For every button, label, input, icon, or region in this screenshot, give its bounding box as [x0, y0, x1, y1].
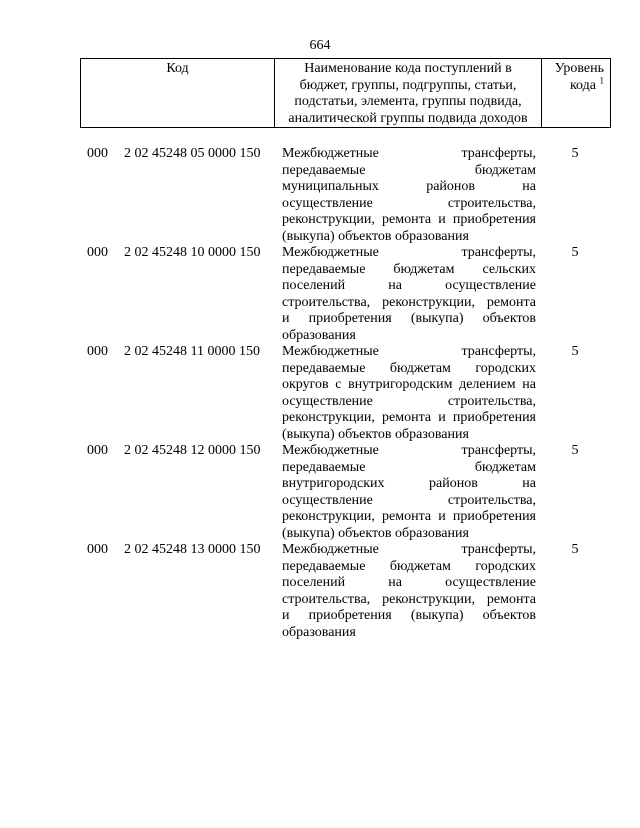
header-name-line: Наименование кода поступлений в [304, 61, 512, 76]
name-line: Межбюджетные трансферты, [282, 542, 536, 557]
table-row [0, 245, 640, 344]
revenue-code: 2 02 45248 05 0000 150 [124, 146, 261, 161]
table-row [0, 146, 640, 245]
code-level: 5 [571, 443, 579, 458]
revenue-name [282, 245, 536, 344]
name-line: и приобретения (выкупа) объектов [282, 311, 536, 326]
name-line: осуществление строительства, [282, 393, 536, 409]
revenue-code: 2 02 45248 10 0000 150 [124, 245, 261, 260]
header-name [275, 59, 542, 127]
name-line: строительства, реконструкции, ремонта [282, 294, 536, 310]
admin-code: 000 [87, 443, 108, 458]
admin-code: 000 [87, 245, 108, 260]
header-level [542, 59, 610, 127]
name-line: передаваемые бюджетам [282, 162, 536, 178]
admin-code: 000 [87, 542, 108, 557]
revenue-name [282, 443, 536, 542]
name-line: муниципальных районов на [282, 179, 536, 194]
name-line: (выкупа) объектов образования [282, 525, 469, 541]
header-level-line1: Уровень [554, 61, 604, 76]
name-line: строительства, реконструкции, ремонта [282, 591, 536, 607]
name-line: внутригородских районов на [282, 476, 536, 491]
footnote-marker: 1 [599, 74, 604, 85]
header-code: Код [81, 59, 275, 127]
name-line: передаваемые бюджетам городских [282, 360, 536, 376]
name-line: реконструкции, ремонта и приобретения [282, 212, 536, 227]
name-line: передаваемые бюджетам сельских [282, 261, 536, 277]
name-line: (выкупа) объектов образования [282, 228, 469, 244]
header-name-line: подстатьи, элемента, группы подвида, [294, 94, 522, 109]
revenue-code: 2 02 45248 11 0000 150 [124, 344, 260, 359]
table-header [80, 58, 611, 128]
code-level: 5 [571, 245, 579, 260]
header-level-line2 [542, 74, 604, 95]
name-line: Межбюджетные трансферты, [282, 443, 536, 458]
header-level-word: кода [569, 77, 596, 93]
name-line: Межбюджетные трансферты, [282, 245, 536, 260]
name-line: и приобретения (выкупа) объектов [282, 608, 536, 623]
name-line: реконструкции, ремонта и приобретения [282, 509, 536, 524]
table-row [0, 344, 640, 443]
revenue-name [282, 146, 536, 245]
revenue-code: 2 02 45248 12 0000 150 [124, 443, 261, 458]
code-level: 5 [571, 146, 579, 161]
admin-code: 000 [87, 344, 108, 359]
name-line: Межбюджетные трансферты, [282, 146, 536, 161]
name-line: образования [282, 624, 356, 640]
revenue-name [282, 344, 536, 443]
name-line: поселений на осуществление [282, 278, 536, 293]
name-line: передаваемые бюджетам городских [282, 558, 536, 574]
page-number: 664 [309, 38, 331, 53]
admin-code: 000 [87, 146, 108, 161]
name-line: реконструкции, ремонта и приобретения [282, 410, 536, 425]
name-line: осуществление строительства, [282, 492, 536, 508]
table-row [0, 443, 640, 542]
name-line: Межбюджетные трансферты, [282, 344, 536, 359]
revenue-code: 2 02 45248 13 0000 150 [124, 542, 261, 557]
name-line: образования [282, 327, 356, 343]
code-level: 5 [571, 542, 579, 557]
name-line: поселений на осуществление [282, 575, 536, 590]
name-line: округов с внутригородским делением на [282, 377, 536, 392]
name-line: осуществление строительства, [282, 195, 536, 211]
name-line: передаваемые бюджетам [282, 459, 536, 475]
table-body [0, 146, 640, 641]
revenue-name [282, 542, 536, 641]
code-level: 5 [571, 344, 579, 359]
header-name-line: аналитической группы подвида доходов [288, 110, 528, 126]
table-row [0, 542, 640, 641]
name-line: (выкупа) объектов образования [282, 426, 469, 442]
header-name-line: бюджет, группы, подгруппы, статьи, [299, 77, 517, 93]
